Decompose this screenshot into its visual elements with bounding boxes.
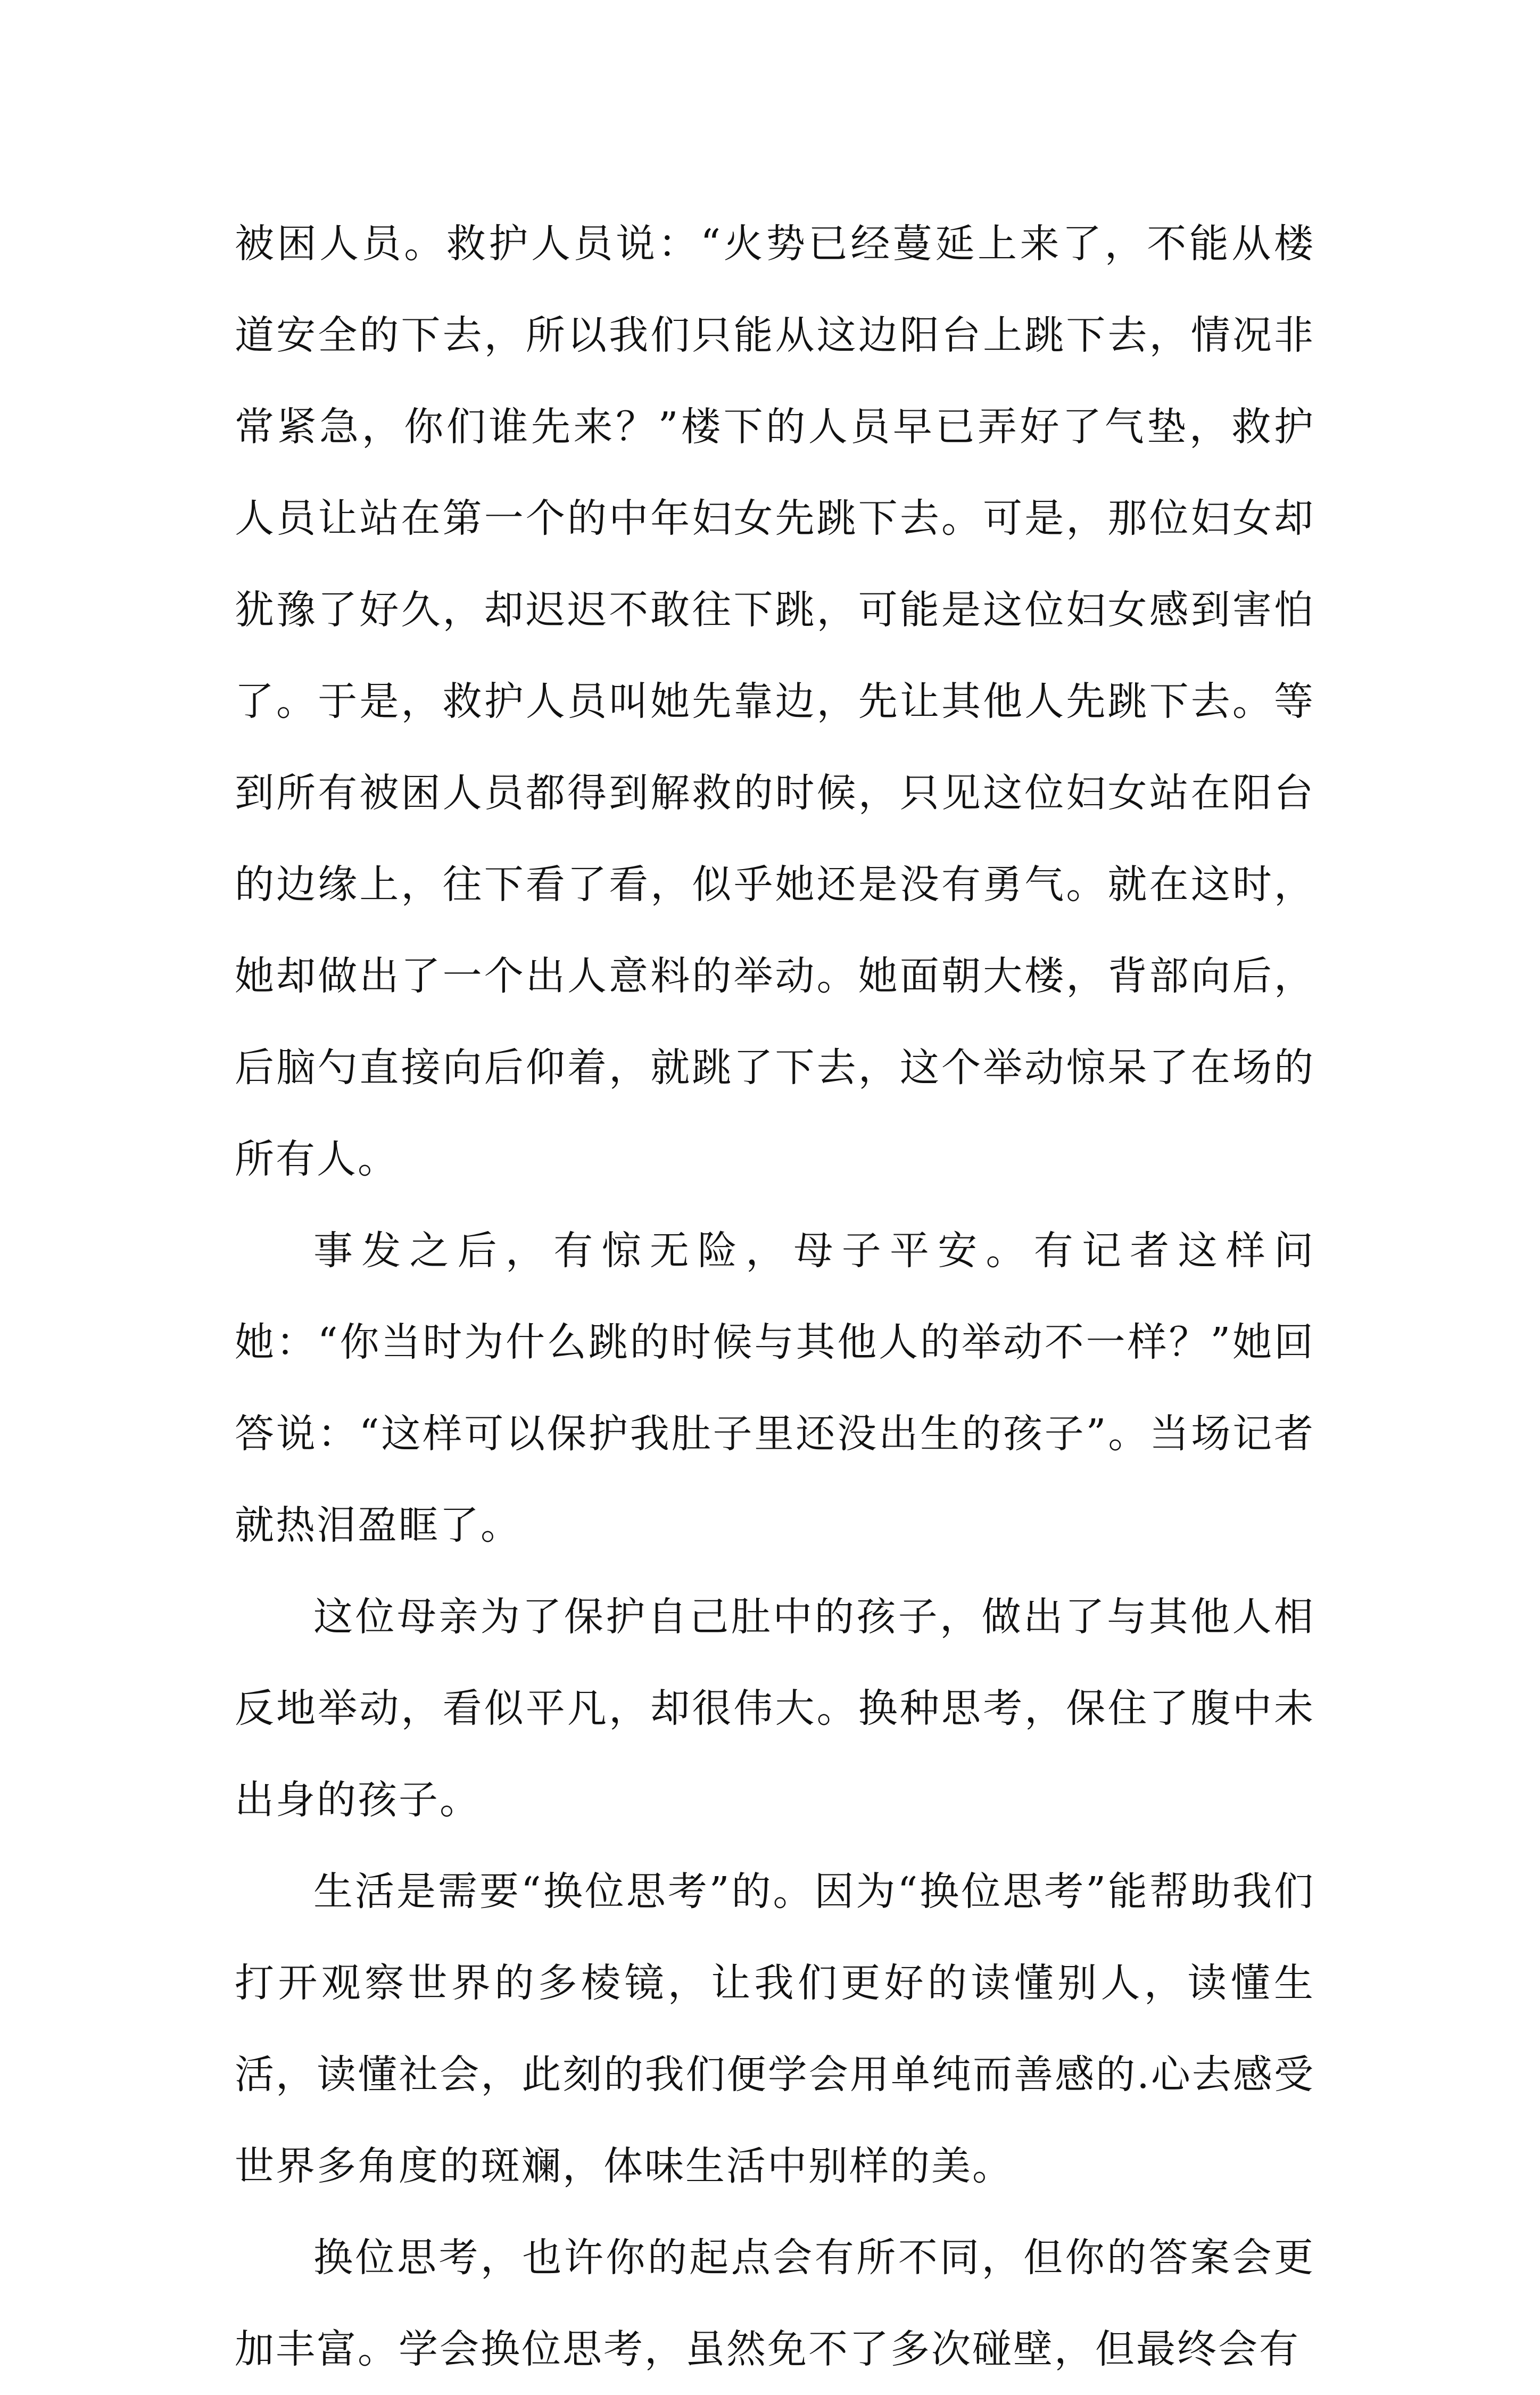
paragraph-1: 被困人员。救护人员说：“火势已经蔓延上来了，不能从楼道安全的下去，所以我们只能从这边阳台上跳下去，情况非常紧急，你们谁先来？”楼下的人员早已弄好了气垫，救护人员让站在第一个的中年妇女先跳下去。可是，那位妇女却犹豫了好久，却迟迟不敢往下跳，可能是这位妇女感到害怕了。于是，救护人员叫她先靠边，先让其他人先跳下去。等到所有被困人员都得到解救的时候，只见这位妇女站在阳台的边缘上，往下看了看，似乎她还是没有勇气。就在这时，她却做出了一个出人意料的举动。她面朝大楼，背部向后，后脑勺直接向后仰着，就跳了下去，这个举动惊呆了在场的所有人。 (235, 221, 1315, 1182)
paragraph-5: 换位思考，也许你的起点会有所不同，但你的答案会更加丰富。学会换位思考，虽然免不了多次碰壁，但最终会有 (235, 2235, 1315, 2372)
paragraph-3: 这位母亲为了保护自己肚中的孩子，做出了与其他人相反地举动，看似平凡，却很伟大。换种思考，保住了腹中未出身的孩子。 (235, 1594, 1315, 1823)
document-body (235, 198, 1315, 2395)
paragraph-4: 生活是需要“换位思考”的。因为“换位思考”能帮助我们打开观察世界的多棱镜，让我们更好的读懂别人，读懂生活，读懂社会，此刻的我们便学会用单纯而善感的.心去感受世界多角度的斑斓，体味生活中别样的美。 (235, 1869, 1315, 2189)
paragraph-2: 事发之后，有惊无险，母子平安。有记者这样问她：“你当时为什么跳的时候与其他人的举动不一样？”她回答说：“这样可以保护我肚子里还没出生的孩子”。当场记者就热泪盈眶了。 (235, 1228, 1315, 1548)
